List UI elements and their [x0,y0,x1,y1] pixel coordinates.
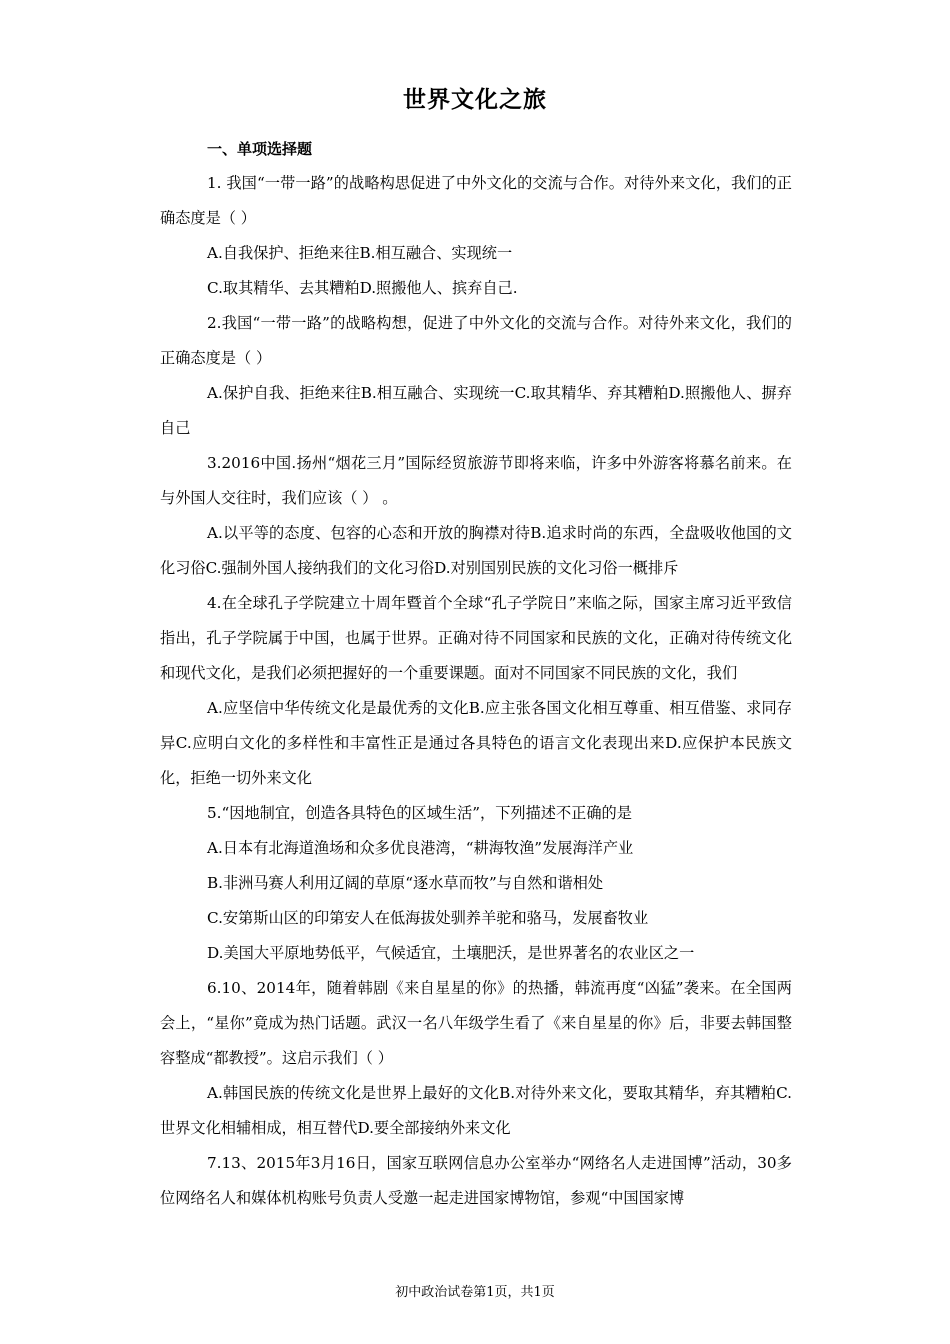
section-heading: 一、单项选择题 [207,140,313,158]
question-4-stem: 4.在全球孔子学院建立十周年暨首个全球“孔子学院日”来临之际，国家主席习近平致信指出，孔子学院属于中国，也属于世界。正确对待不同国家和民族的文化，正确对待传统文化和现代文化，是我们必须把握好的一个重要课题。面对不同国家不同民族的文化，我们 [160,594,792,682]
question-3-options: A.以平等的态度、包容的心态和开放的胸襟对待B.追求时尚的东西，全盘吸收他国的文化习俗C.强制外国人接纳我们的文化习俗D.对别国别民族的文化习俗一概排斥 [160,524,792,577]
question-list [160,166,792,1216]
question-2-options: A.保护自我、拒绝来往B.相互融合、实现统一C.取其精华、弃其糟粕D.照搬他人、摒弃自己 [160,384,792,437]
question-5-option-d: D.美国大平原地势低平，气候适宜，土壤肥沃，是世界著名的农业区之一 [207,944,695,962]
question-1-stem: 1. 我国“一带一路”的战略构思促进了中外文化的交流与合作。对待外来文化，我们的正确态度是（ ） [160,174,792,227]
question-5-option-c: C.安第斯山区的印第安人在低海拔处驯养羊驼和骆马，发展畜牧业 [207,909,649,927]
question-6-options: A.韩国民族的传统文化是世界上最好的文化B.对待外来文化，要取其精华，弃其糟粕C. 世界文化相辅相成，相互替代D.要全部接纳外来文化 [160,1084,792,1137]
question-1-options-cd: C.取其精华、去其糟粕D.照搬他人、摈弃自己. [207,279,518,297]
question-3-stem: 3.2016中国.扬州“烟花三月”国际经贸旅游节即将来临，许多中外游客将慕名前来。在与外国人交往时，我们应该（ ） 。 [160,454,792,507]
question-1-options-ab: A.自我保护、拒绝来往B.相互融合、实现统一 [207,244,513,262]
question-6-stem: 6.10、2014年，随着韩剧《来自星星的你》的热播，韩流再度“凶猛”袭来。在全国两会上，“星你”竟成为热门话题。武汉一名八年级学生看了《来自星星的你》后，非要去韩国整容整成“都教授”。这启示我们（ ） [160,979,792,1067]
question-7-stem: 7.13、2015年3月16日，国家互联网信息办公室举办“网络名人走进国博”活动，30多位网络名人和媒体机构账号负责人受邀一起走进国家博物馆，参观“中国国家博 [160,1154,792,1207]
question-5-stem: 5.“因地制宜，创造各具特色的区域生活”，下列描述不正确的是 [207,804,632,822]
question-2-stem: 2.我国“一带一路”的战略构想，促进了中外文化的交流与合作。对待外来文化，我们的正确态度是（ ） [160,314,792,367]
page-footer: 初中政治试卷第1页，共1页 [395,1285,555,1300]
question-5-option-a: A.日本有北海道渔场和众多优良港湾，“耕海牧渔”发展海洋产业 [207,839,634,857]
page-title: 世界文化之旅 [403,86,547,113]
question-5-option-b: B.非洲马赛人利用辽阔的草原“逐水草而牧”与自然和谐相处 [207,874,604,892]
question-4-options: A.应坚信中华传统文化是最优秀的文化B.应主张各国文化相互尊重、相互借鉴、求同存异C.应明白文化的多样性和丰富性正是通过各具特色的语言文化表现出来D.应保护本民族文化，拒绝一切外来文化 [160,699,792,787]
